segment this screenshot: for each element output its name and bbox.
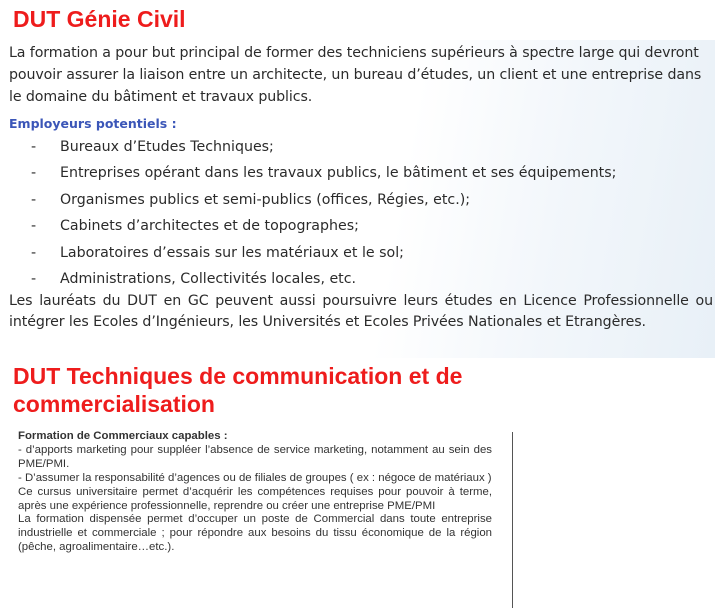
list-item-text: Organismes publics et semi-publics (offices, Régies, etc.);	[60, 191, 471, 208]
outro-paragraph: Les lauréats du DUT en GC peuvent aussi poursuivre leurs études en Licence Professionnelle ou intégrer les Ecoles d’Ingénieurs, les Universités et Ecoles Privées Nationales et Etrangères.	[9, 293, 713, 330]
list-item	[31, 266, 616, 292]
list-item-text: Administrations, Collectivités locales, etc.	[60, 270, 357, 287]
employers-list	[31, 134, 616, 292]
list-dash: -	[31, 218, 37, 235]
employers-label: Employeurs potentiels :	[9, 116, 177, 131]
section-title-genie-civil: DUT Génie Civil	[13, 6, 186, 32]
list-dash: -	[31, 139, 37, 155]
list-item-text: Cabinets d’architectes et de topographes;	[60, 218, 359, 235]
list-dash: -	[31, 244, 37, 261]
list-item-text: Entreprises opérant dans les travaux publics, le bâtiment et ses équipements;	[60, 165, 617, 182]
genie-civil-description	[7, 40, 715, 358]
intro-paragraph: La formation a pour but principal de former des techniciens supérieurs à spectre large qui devront pouvoir assurer la liaison entre un architecte, un bureau d’études, un client et une entreprise dans le domaine du bâtiment et travaux publics.	[9, 45, 702, 105]
vertical-divider	[512, 432, 513, 608]
tc-paragraph: - D’assumer la responsabilité d’agences ou de filiales de groupes ( ex : négoce de matériaux )	[18, 471, 492, 484]
list-dash: -	[31, 270, 37, 287]
list-item	[31, 240, 616, 266]
list-item	[31, 187, 616, 213]
tc-paragraph: Ce cursus universitaire permet d’acquérir les compétences requises pour pouvoir à terme, après une expérience professionnelle, reprendre ou créer une entreprise PME/PMI	[18, 485, 492, 512]
list-item-text: Bureaux d’Etudes Techniques;	[60, 139, 274, 155]
tc-paragraph: La formation dispensée permet d’occuper un poste de Commercial dans toute entreprise industrielle et commerciale ; pour répondre aux besoins du tissu économique de la région (pêche, agroalimentaire…etc.).	[18, 513, 492, 554]
tc-heading: Formation de Commerciaux capables :	[18, 430, 228, 442]
list-item	[31, 213, 616, 239]
list-dash: -	[31, 191, 37, 208]
list-dash: -	[31, 165, 37, 182]
list-item	[31, 160, 616, 186]
list-item	[31, 134, 616, 160]
tc-paragraph: - d’apports marketing pour suppléer l’absence de service marketing, notamment au sein des PME/PMI.	[18, 443, 492, 470]
list-item-text: Laboratoires d’essais sur les matériaux et le sol;	[60, 244, 404, 261]
tc-description	[18, 430, 492, 555]
section-title-techniques-communication: DUT Techniques de communication et de commercialisation	[13, 363, 463, 417]
